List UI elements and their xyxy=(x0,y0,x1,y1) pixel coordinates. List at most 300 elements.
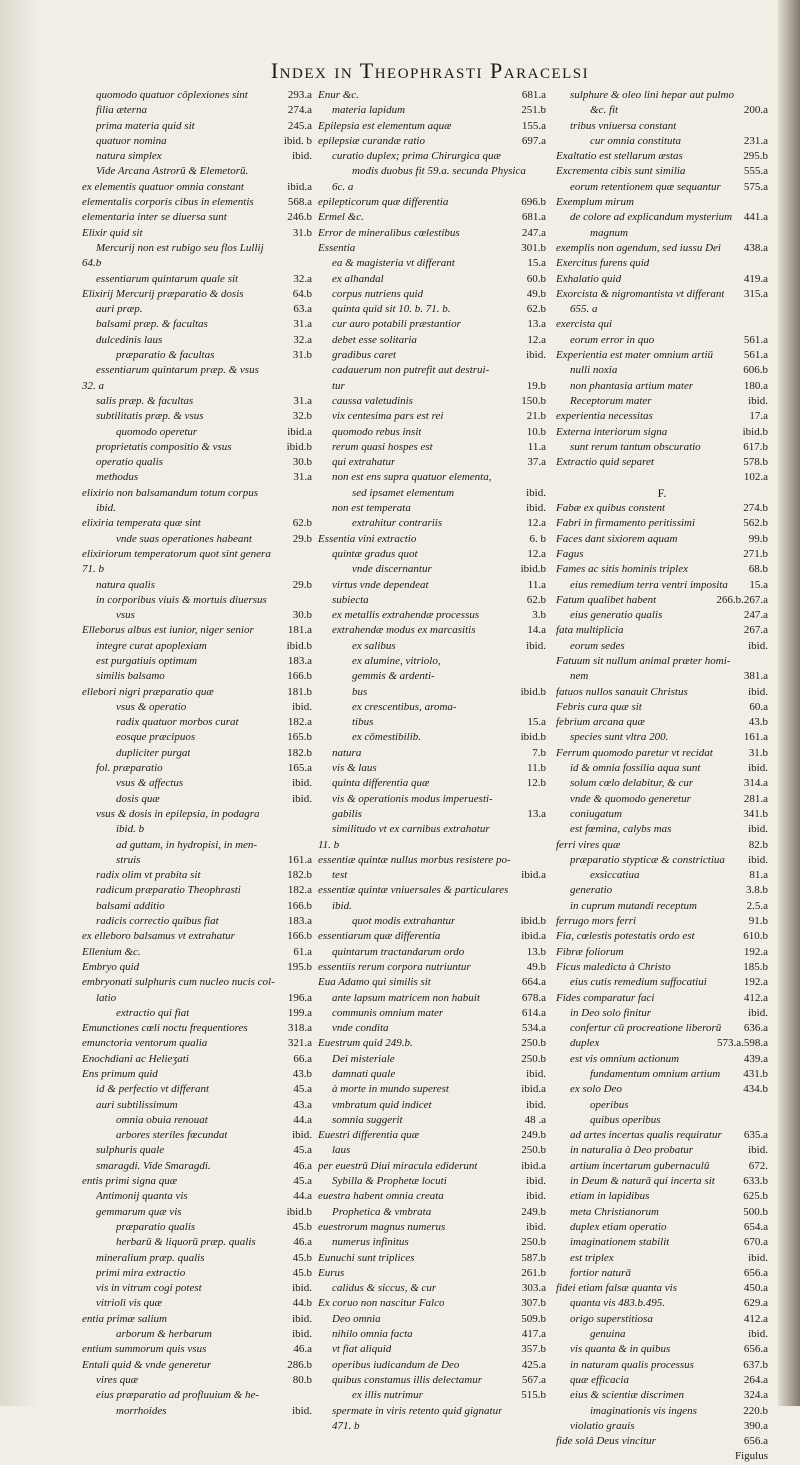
index-entry-reference: ibid. xyxy=(526,349,546,362)
index-entry xyxy=(318,363,546,378)
index-entry-reference: 15.a xyxy=(527,257,546,270)
index-entry-reference: 637.b xyxy=(743,1358,768,1371)
index-entry xyxy=(318,776,546,791)
index-entry-reference: 555.a xyxy=(743,165,768,178)
index-entry-reference: 44.a xyxy=(293,1113,312,1126)
index-entry xyxy=(556,363,768,378)
index-entry-term: est fœmina, calybs mas xyxy=(570,823,672,836)
index-entry-reference: 32.b xyxy=(292,410,312,423)
index-entry xyxy=(318,639,546,654)
index-entry xyxy=(318,164,546,179)
index-entry-term: rerum quasi hospes est xyxy=(332,440,433,453)
index-entry xyxy=(556,700,768,715)
index-entry-reference: 561.a xyxy=(743,349,768,362)
index-entry-term: id & omnia fossilia aqua sunt xyxy=(570,762,701,775)
index-entry-reference: 286.b xyxy=(287,1358,312,1371)
index-entry-term: modis duobus fit 59.a. secunda Physica xyxy=(352,165,526,178)
index-entry xyxy=(556,746,768,761)
index-entry xyxy=(556,317,768,332)
index-entry xyxy=(556,807,768,822)
index-entry-term: duplex etiam operatio xyxy=(570,1220,667,1233)
index-entry-term: vis in vitrum cogi potest xyxy=(96,1282,202,1295)
index-entry xyxy=(318,1419,546,1434)
index-entry xyxy=(556,914,768,929)
index-entry-term: 32. a xyxy=(82,379,104,392)
index-entry xyxy=(556,1128,768,1143)
index-entry-reference: 11.b xyxy=(527,762,546,775)
index-entry-reference: Figulus xyxy=(734,1450,768,1463)
index-entry-reference: 314.a xyxy=(743,777,768,790)
index-entry xyxy=(82,899,312,914)
index-entry-term: vsus xyxy=(116,609,135,622)
index-entry xyxy=(556,394,768,409)
index-entry-term: eius præparatio ad profluuium & he- xyxy=(96,1389,260,1402)
index-entry-reference: 43.b xyxy=(292,1068,312,1080)
index-entry xyxy=(556,547,768,562)
index-entry-term: salis præp. & facultas xyxy=(96,394,194,407)
index-entry xyxy=(318,669,546,684)
index-entry-reference: 614.a xyxy=(521,1006,546,1019)
index-entry-reference: ibid. xyxy=(748,1006,768,1019)
index-entry-reference: 46.a xyxy=(293,1343,312,1356)
index-entry-term: solum cœlo delabitur, & cur xyxy=(570,777,694,790)
index-entry-reference: 32.a xyxy=(293,333,312,346)
index-entry xyxy=(318,470,546,485)
index-entry xyxy=(318,1235,546,1250)
index-entry-term: epilepticorum quæ differentia xyxy=(318,196,449,209)
index-entry-reference: 656.a xyxy=(743,1266,768,1279)
index-entry-reference: 681.a xyxy=(521,89,546,101)
index-entry-term: exemplis non agendum, sed iussu Dei xyxy=(556,241,721,254)
index-entry xyxy=(556,868,768,883)
index-entry xyxy=(82,1220,312,1235)
index-entry-term: quatuor nomina xyxy=(96,134,167,147)
index-entry xyxy=(556,975,768,990)
index-entry-reference: 161.a xyxy=(287,853,312,866)
index-entry-term: Sybilla & Prophetæ locuti xyxy=(332,1175,447,1188)
index-entry-term: de colore ad explicandum mysterium xyxy=(570,211,733,224)
index-entry-reference: 182.a xyxy=(287,884,312,897)
index-entry xyxy=(318,501,546,516)
index-entry-reference: 247.a xyxy=(521,226,546,239)
index-entry-term: fol. præparatio xyxy=(96,762,163,775)
index-entry-term: entia primæ salium xyxy=(82,1312,167,1325)
index-entry-term: somnia suggerit xyxy=(332,1113,403,1126)
index-entry xyxy=(318,929,546,944)
index-entry-reference: 266.b.267.a xyxy=(716,593,768,606)
index-entry xyxy=(82,929,312,944)
index-entry xyxy=(556,1098,768,1113)
index-entry-reference: 66.a xyxy=(293,1052,312,1065)
index-entry xyxy=(82,1358,312,1373)
index-entry-term: 655. a xyxy=(570,303,598,316)
index-entry-reference: 32.a xyxy=(293,272,312,285)
index-entry-term: quot modis extrahantur xyxy=(352,915,456,928)
index-entry-term: Extractio quid separet xyxy=(556,456,654,469)
index-entry-term: epilepsiæ curandæ ratio xyxy=(318,134,425,147)
index-entry-term: cur omnia constituta xyxy=(590,134,682,147)
index-entry xyxy=(82,1052,312,1067)
index-entry-reference: 13.a xyxy=(527,318,546,331)
index-entry-term: caussa valetudinis xyxy=(332,394,413,407)
index-entry-term: operatio qualis xyxy=(96,456,163,469)
index-entry-term: Embryo quid xyxy=(82,960,140,973)
index-entry xyxy=(318,1052,546,1067)
index-entry xyxy=(82,241,312,256)
index-entry xyxy=(318,1143,546,1158)
index-entry-term: quibus operibus xyxy=(590,1113,661,1126)
index-entry-term: ex alumine, vitriolo, xyxy=(352,654,441,667)
index-entry xyxy=(556,608,768,623)
index-entry-term: radicis correctio quibus fiat xyxy=(96,915,219,928)
index-entry-reference: ibid.b xyxy=(286,440,312,453)
index-entry-reference: 200.a xyxy=(743,104,768,117)
index-entry-term: Fagus xyxy=(556,547,584,560)
index-entry-reference: 68.b xyxy=(748,563,768,576)
index-entry xyxy=(82,685,312,700)
index-entry-reference: 681.a xyxy=(521,211,546,224)
index-entry-term: dupliciter purgat xyxy=(116,746,191,759)
index-entry xyxy=(82,715,312,730)
index-entry-term: Febris cura quæ sit xyxy=(556,700,642,713)
index-entry xyxy=(556,1327,768,1342)
index-entry xyxy=(318,1342,546,1357)
index-entry-reference: 678.a xyxy=(521,991,546,1004)
index-entry-reference: 29.b xyxy=(292,578,312,591)
index-entry-term: id & perfectio vt differant xyxy=(96,1083,210,1096)
index-entry-term: elementaria inter se diuersa sunt xyxy=(82,211,227,224)
index-entry xyxy=(318,1098,546,1113)
index-entry xyxy=(556,180,768,195)
index-entry-term: vis & operationis modus imperuesti- xyxy=(332,792,493,805)
index-entry-reference: 417.a xyxy=(521,1328,546,1341)
index-entry-term: Mercurij non est rubigo seu flos Lullij xyxy=(96,241,264,254)
index-entry-reference: 303.a xyxy=(521,1282,546,1295)
index-entry xyxy=(556,1296,768,1311)
index-entry-reference: 63.a xyxy=(293,303,312,316)
index-entry-term: arbores steriles fœcundat xyxy=(116,1129,228,1142)
index-entry-reference: 561.a xyxy=(743,333,768,346)
index-entry-term: fata multiplicia xyxy=(556,624,624,637)
index-entry xyxy=(82,960,312,975)
index-entry xyxy=(318,960,546,975)
index-entry xyxy=(82,776,312,791)
index-entry-term: gradibus caret xyxy=(332,349,397,362)
index-entry xyxy=(82,1342,312,1357)
index-entry xyxy=(82,210,312,225)
index-entry-term: Deo omnia xyxy=(332,1312,381,1325)
index-entry-reference: ibid. xyxy=(748,685,768,698)
index-entry-reference: 419.a xyxy=(743,272,768,285)
index-entry xyxy=(82,195,312,210)
index-entry-term: fundamentum omnium artium xyxy=(590,1068,721,1080)
index-entry-term: sulphuris quale xyxy=(96,1144,165,1157)
index-entry-term: Euestrum quid 249.b. xyxy=(318,1037,413,1050)
index-entry xyxy=(556,562,768,577)
index-entry-term: Elixirij Mercurij præparatio & dosis xyxy=(82,287,244,300)
index-entry-reference: ibid. xyxy=(748,394,768,407)
index-entry xyxy=(318,1082,546,1097)
index-entry-reference: 31.b xyxy=(292,349,312,362)
index-entry-reference: 567.a xyxy=(521,1373,546,1386)
index-entry-reference: 249.b xyxy=(521,1205,546,1218)
index-entry-reference: 15.a xyxy=(527,716,546,729)
index-entry-term: tibus xyxy=(352,716,374,729)
index-entry xyxy=(82,623,312,638)
index-entry-reference: 231.a xyxy=(743,134,768,147)
index-entry-term: quæ efficacia xyxy=(570,1373,629,1386)
index-entry xyxy=(82,317,312,332)
index-entry-reference: 182.b xyxy=(287,746,312,759)
index-entry xyxy=(82,1388,312,1403)
index-entry xyxy=(556,929,768,944)
index-entry-term: cur auro potabili præstantior xyxy=(332,318,461,331)
index-entry xyxy=(82,868,312,883)
index-entry xyxy=(556,256,768,271)
index-entry-reference: ibid. xyxy=(748,823,768,836)
index-entry xyxy=(318,945,546,960)
index-entry-term: Fibræ foliorum xyxy=(556,945,624,958)
index-entry xyxy=(556,1006,768,1021)
index-entry-term: à morte in mundo superest xyxy=(332,1083,449,1096)
index-entry-term: arborum & herbarum xyxy=(116,1328,212,1341)
index-entry xyxy=(318,914,546,929)
index-entry xyxy=(82,822,312,837)
index-entry-term: Faces dant sixiorem aquam xyxy=(556,532,678,545)
index-entry-reference: 7.b xyxy=(532,746,546,759)
index-entry xyxy=(82,975,312,990)
index-entry xyxy=(556,440,768,455)
index-entry xyxy=(556,945,768,960)
index-entry-reference: ibid. xyxy=(292,1312,312,1325)
index-entry-term: omnia obuia renouat xyxy=(116,1113,208,1126)
index-entry-term: Elixir quid sit xyxy=(82,226,143,239)
index-entry-term: quanta vis 483.b.495. xyxy=(570,1297,666,1310)
index-entry-reference: 181.a xyxy=(287,624,312,637)
index-entry-term: quibus constamus illis delectamur xyxy=(332,1373,483,1386)
index-entry-reference: 180.a xyxy=(743,379,768,392)
index-entry-term: coniugatum xyxy=(570,807,622,820)
index-entry-term: elixirio non balsamandum totum corpus xyxy=(82,486,258,499)
index-column-middle xyxy=(318,88,546,1434)
index-entry-reference: 161.a xyxy=(743,731,768,744)
index-entry xyxy=(556,1220,768,1235)
index-entry-reference: 562.b xyxy=(743,517,768,530)
index-entry-term: Ferrum quomodo paretur vt recidat xyxy=(556,746,713,759)
index-entry-term: Antimonij quanta vis xyxy=(96,1190,188,1203)
index-entry-reference: 250.b xyxy=(521,1037,546,1050)
index-entry-term: Fabri in firmamento peritissimi xyxy=(556,517,696,530)
index-entry xyxy=(82,1312,312,1327)
index-entry-term: eius & scientiæ discrimen xyxy=(570,1389,684,1402)
index-entry-term: ex metallis extrahendæ processus xyxy=(332,609,480,622)
index-entry xyxy=(318,715,546,730)
index-entry-reference: ibid. xyxy=(748,1328,768,1341)
index-entry-term: radix olim vt prabita sit xyxy=(96,869,201,882)
index-entry-term: operibus xyxy=(590,1098,629,1111)
index-entry xyxy=(318,180,546,195)
index-entry xyxy=(82,164,312,179)
index-entry-term: fidei etiam falsæ quanta vis xyxy=(556,1282,677,1295)
index-entry-reference: ibid. xyxy=(292,1404,312,1417)
index-entry-term: essentiarum quintarum quale sit xyxy=(96,272,239,285)
index-entry-reference: 3.b xyxy=(532,609,546,622)
index-entry-reference: 654.a xyxy=(743,1220,768,1233)
index-entry-reference: 696.b xyxy=(521,196,546,209)
index-entry xyxy=(82,409,312,424)
index-entry-term: similitudo vt ex carnibus extrahatur xyxy=(332,823,490,836)
page-edge-shadow xyxy=(0,0,40,1406)
index-entry xyxy=(318,700,546,715)
index-entry-term: fortior naturā xyxy=(570,1266,631,1279)
index-entry-term: natura qualis xyxy=(96,578,155,591)
index-entry-reference: 573.a.598.a xyxy=(716,1037,768,1050)
index-entry-term: imaginationis vis ingens xyxy=(590,1404,697,1417)
index-entry-reference: 301.b xyxy=(521,241,546,254)
index-entry-term: meta Christianorum xyxy=(570,1205,659,1218)
index-entry-term: confertur cū procreatione liberorū xyxy=(570,1022,722,1035)
index-entry-reference: 439.a xyxy=(743,1052,768,1065)
index-entry-term: sunt rerum tantum obscuratio xyxy=(570,440,701,453)
index-entry-term: Eurus xyxy=(318,1266,345,1279)
index-entry-reference: 672. xyxy=(748,1159,768,1172)
index-entry-reference: ibid.b xyxy=(520,731,546,744)
index-entry xyxy=(556,669,768,684)
index-entry-term: vsus & affectus xyxy=(116,777,184,790)
index-entry-term: Externa interiorum signa xyxy=(556,425,668,438)
index-entry-term: Fabæ ex quibus constent xyxy=(556,502,666,515)
index-entry-term: similis balsamo xyxy=(96,670,165,683)
index-entry-reference: 43.a xyxy=(293,1098,312,1111)
index-entry-term: balsami additio xyxy=(96,899,165,912)
index-entry-term: vnde suas operationes habeant xyxy=(116,532,252,545)
index-entry-reference: 293.a xyxy=(287,89,312,101)
index-entry-reference: ibid. xyxy=(526,1220,546,1233)
index-entry xyxy=(318,822,546,837)
index-entry xyxy=(556,103,768,118)
index-entry-term: Dei misteriale xyxy=(332,1052,395,1065)
index-entry-reference: 636.a xyxy=(743,1022,768,1035)
index-entry xyxy=(82,853,312,868)
index-entry-term: Fides comparatur faci xyxy=(556,991,655,1004)
index-entry xyxy=(318,302,546,317)
index-entry-term: radix quatuor morbos curat xyxy=(116,716,239,729)
index-entry-term: eorum retentionem quæ sequantur xyxy=(570,180,721,193)
index-entry xyxy=(556,1251,768,1266)
index-entry-term: genuina xyxy=(590,1328,626,1341)
index-entry xyxy=(82,1143,312,1158)
index-entry-reference: 91.b xyxy=(748,915,768,928)
index-entry xyxy=(318,516,546,531)
index-entry-term: ex crescentibus, aroma- xyxy=(352,700,457,713)
index-entry xyxy=(82,838,312,853)
index-entry xyxy=(556,639,768,654)
index-entry-term: essentiis rerum corpora nutriuntur xyxy=(318,960,471,973)
index-entry-reference: 30.b xyxy=(292,609,312,622)
index-entry-reference: 250.b xyxy=(521,1144,546,1157)
index-entry-reference: 11.a xyxy=(527,578,546,591)
index-letter-heading: F. xyxy=(657,485,667,500)
index-entry xyxy=(318,379,546,394)
index-entry-term: eius remedium terra ventri imposita xyxy=(570,578,728,591)
index-entry-reference: 617.b xyxy=(743,440,768,453)
index-entry xyxy=(556,532,768,547)
index-entry-reference: 568.a xyxy=(287,196,312,209)
index-entry-term: Fia, cœlestis potestatis ordo est xyxy=(556,930,695,943)
index-entry xyxy=(318,868,546,883)
index-entry-term: Ellenium &c. xyxy=(82,945,141,958)
index-entry xyxy=(318,348,546,363)
index-entry-term: subiecta xyxy=(332,593,369,606)
index-entry-term: laus xyxy=(332,1144,351,1157)
index-entry xyxy=(318,593,546,608)
index-entry xyxy=(318,608,546,623)
index-entry-term: entis primi signa quæ xyxy=(82,1175,178,1188)
index-entry xyxy=(556,730,768,745)
index-entry-term: mineralium præp. qualis xyxy=(96,1251,205,1264)
index-entry xyxy=(556,1342,768,1357)
index-entry-reference: ibid. xyxy=(292,792,312,805)
index-entry-reference: 295.b xyxy=(743,150,768,163)
index-entry-term: vitrioli vis quæ xyxy=(96,1297,162,1310)
index-entry xyxy=(556,654,768,669)
index-entry-term: non phantasia artium mater xyxy=(570,379,694,392)
index-entry xyxy=(318,226,546,241)
index-entry-term: quinta differentia quæ xyxy=(332,777,430,790)
index-entry-term: integre curat apoplexiam xyxy=(96,639,207,652)
index-entry-reference: ibid. xyxy=(526,486,546,499)
index-entry-term: Essentia vini extractio xyxy=(318,532,417,545)
index-entry xyxy=(556,1082,768,1097)
index-entry-reference: 315.a xyxy=(743,287,768,300)
index-entry xyxy=(556,1052,768,1067)
index-entry-reference: 196.a xyxy=(287,991,312,1004)
index-entry-term: materia lapidum xyxy=(332,104,406,117)
index-entry-term: ibid. xyxy=(332,899,352,912)
index-entry-term: magnum xyxy=(590,226,628,239)
index-entry xyxy=(318,838,546,853)
index-entry xyxy=(318,440,546,455)
index-entry-term: est purgatiuis optimum xyxy=(96,654,198,667)
index-entry xyxy=(318,210,546,225)
index-entry-reference: 450.a xyxy=(743,1282,768,1295)
index-entry-term: ex alhandal xyxy=(332,272,384,285)
index-entry xyxy=(318,394,546,409)
index-entry-reference: 515.b xyxy=(521,1389,546,1402)
index-entry-term: bus xyxy=(352,685,368,698)
index-entry xyxy=(82,88,312,103)
index-entry-reference: ibid. xyxy=(526,639,546,652)
index-entry-term: curatio duplex; prima Chirurgica quæ xyxy=(332,150,501,163)
index-entry-term: Exorcista & nigromantista vt differant xyxy=(556,287,725,300)
index-entry xyxy=(82,1098,312,1113)
index-entry-term: nihilo omnia facta xyxy=(332,1328,413,1341)
index-entry xyxy=(556,1266,768,1281)
index-entry xyxy=(318,149,546,164)
index-entry-reference: ibid. xyxy=(292,1282,312,1295)
index-entry-term: Exaltatio est stellarum æstas xyxy=(556,150,683,163)
index-entry-reference: 250.b xyxy=(521,1236,546,1249)
index-entry xyxy=(82,348,312,363)
index-entry-term: prima materia quid sit xyxy=(96,119,195,132)
index-entry-reference: 500.b xyxy=(743,1205,768,1218)
index-entry-reference: 99.b xyxy=(748,532,768,545)
index-entry-reference: 12.a xyxy=(527,333,546,346)
index-entry xyxy=(556,776,768,791)
index-entry-term: subtilitatis præp. & vsus xyxy=(96,410,204,423)
index-entry-reference: ibid. xyxy=(292,700,312,713)
index-entry xyxy=(318,241,546,256)
